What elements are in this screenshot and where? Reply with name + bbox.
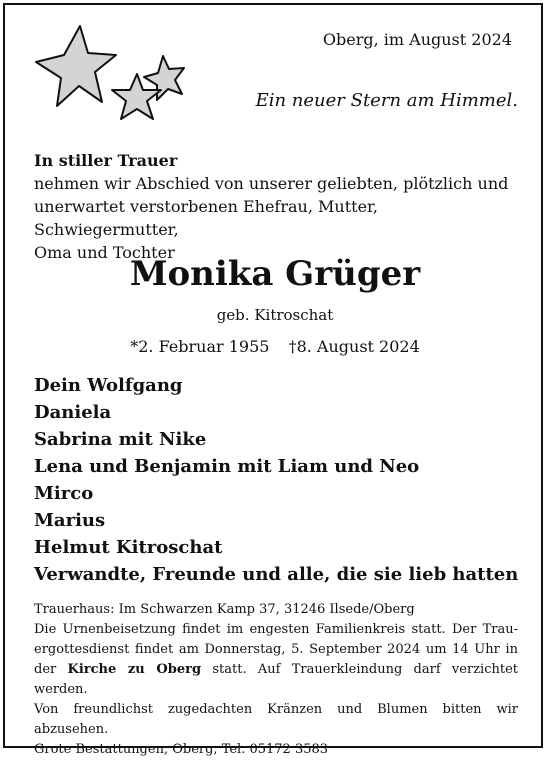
place-and-date: Oberg, im August 2024 — [322, 30, 512, 49]
undertaker: Grote Bestattungen, Oberg, Tel. 05172 3583 — [34, 742, 329, 757]
mourner: Sabrina mit Nike — [34, 429, 207, 450]
info-line: Die Urnenbeisetzung findet im engesten Familienkreis statt. Der Trau- — [34, 622, 518, 637]
life-dates — [0, 337, 550, 356]
funeral-info — [34, 600, 518, 760]
mourner: Mirco — [34, 483, 94, 504]
mourner: Helmut Kitroschat — [34, 537, 223, 558]
stars-decoration — [26, 24, 206, 134]
info-line — [34, 660, 518, 700]
mourner: Verwandte, Freunde und alle, die sie lieb hatten — [34, 564, 519, 585]
mourner: Lena und Benjamin mit Liam und Neo — [34, 456, 420, 477]
mourner: Daniela — [34, 402, 112, 423]
deceased-name: Monika Grüger — [129, 254, 421, 294]
info-text: statt. Auf Trauerkleindung darf verzichtet werden. — [34, 662, 518, 697]
death-date: †8. August 2024 — [288, 337, 420, 356]
intro-text — [34, 149, 518, 264]
mourning-house: Trauerhaus: Im Schwarzen Kamp 37, 31246 Ilsede/Oberg — [34, 602, 415, 617]
intro-line: unerwartet verstorbenen Ehefrau, Mutter, Schwiegermutter, — [34, 197, 379, 239]
church-name: Kirche zu Oberg — [67, 662, 202, 677]
birth-date: *2. Februar 1955 — [130, 337, 270, 356]
info-line: ergottesdienst findet am Donnerstag, 5. September 2024 um 14 Uhr in — [34, 642, 518, 657]
info-text: der — [34, 662, 68, 677]
maiden-name: geb. Kitroschat — [216, 306, 334, 324]
mourner: Dein Wolfgang — [34, 375, 183, 396]
intro-line: Oma und Tochter — [34, 243, 175, 262]
star-icon — [36, 26, 116, 106]
motto: Ein neuer Stern am Himmel. — [255, 90, 518, 111]
intro-line: nehmen wir Abschied von unserer geliebten, plötzlich und — [34, 174, 509, 193]
mourner: Marius — [34, 510, 106, 531]
intro-lead: In stiller Trauer — [34, 151, 178, 170]
mourners-list — [34, 372, 518, 588]
info-line: Von freundlichst zugedachten Kränzen und Blumen bitten wir abzusehen. — [34, 702, 518, 737]
